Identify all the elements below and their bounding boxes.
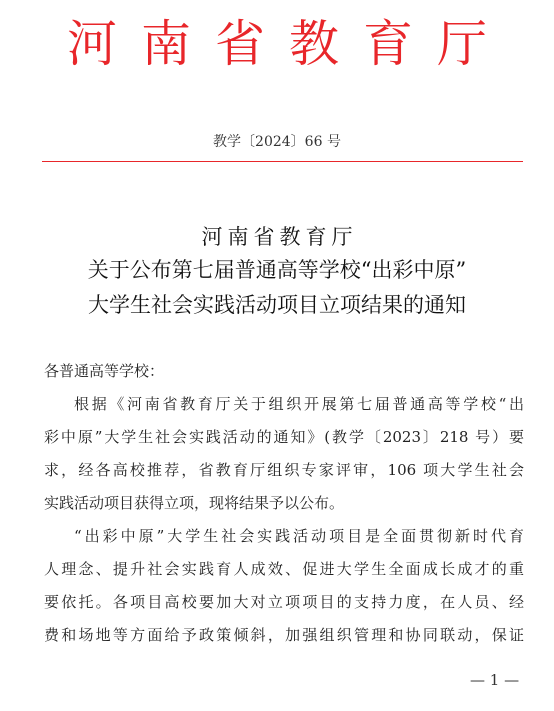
body-paragraph-1-line-3: 求，经各高校推荐，省教育厅组织专家评审，106 项大学生社会: [44, 461, 524, 479]
body-paragraph-1-line-1: 根据《河南省教育厅关于组织开展第七届普通高等学校“出: [74, 395, 524, 413]
body-paragraph-1-line-4: 实践活动项目获得立项，现将结果予以公布。: [44, 494, 345, 512]
body-paragraph-2-line-3: 要依托。各项目高校要加大对立项项目的支持力度，在人员、经: [44, 593, 524, 611]
issuing-authority-header: 河南省教育厅: [67, 15, 511, 73]
body-paragraph-1-line-2: 彩中原”大学生社会实践活动的通知》(教学〔2023〕218 号）要: [44, 428, 524, 446]
title-line-1: 河南省教育厅: [201, 225, 358, 249]
red-divider-line: [42, 161, 523, 162]
salutation: 各普通高等学校：: [44, 362, 165, 380]
page-number: — 1 —: [470, 671, 520, 689]
body-paragraph-2-line-2: 人理念、提升社会实践育人成效、促进大学生全面成长成才的重: [44, 560, 524, 578]
title-line-3: 大学生社会实践活动项目立项结果的通知: [88, 293, 466, 317]
body-paragraph-2-line-1: “出彩中原”大学生社会实践活动项目是全面贯彻新时代育: [74, 527, 524, 545]
document-number: 教学〔2024〕66 号: [213, 134, 341, 150]
body-paragraph-2-line-4: 费和场地等方面给予政策倾斜，加强组织管理和协同联动，保证: [44, 626, 524, 644]
title-line-2: 关于公布第七届普通高等学校“出彩中原”: [87, 258, 467, 282]
